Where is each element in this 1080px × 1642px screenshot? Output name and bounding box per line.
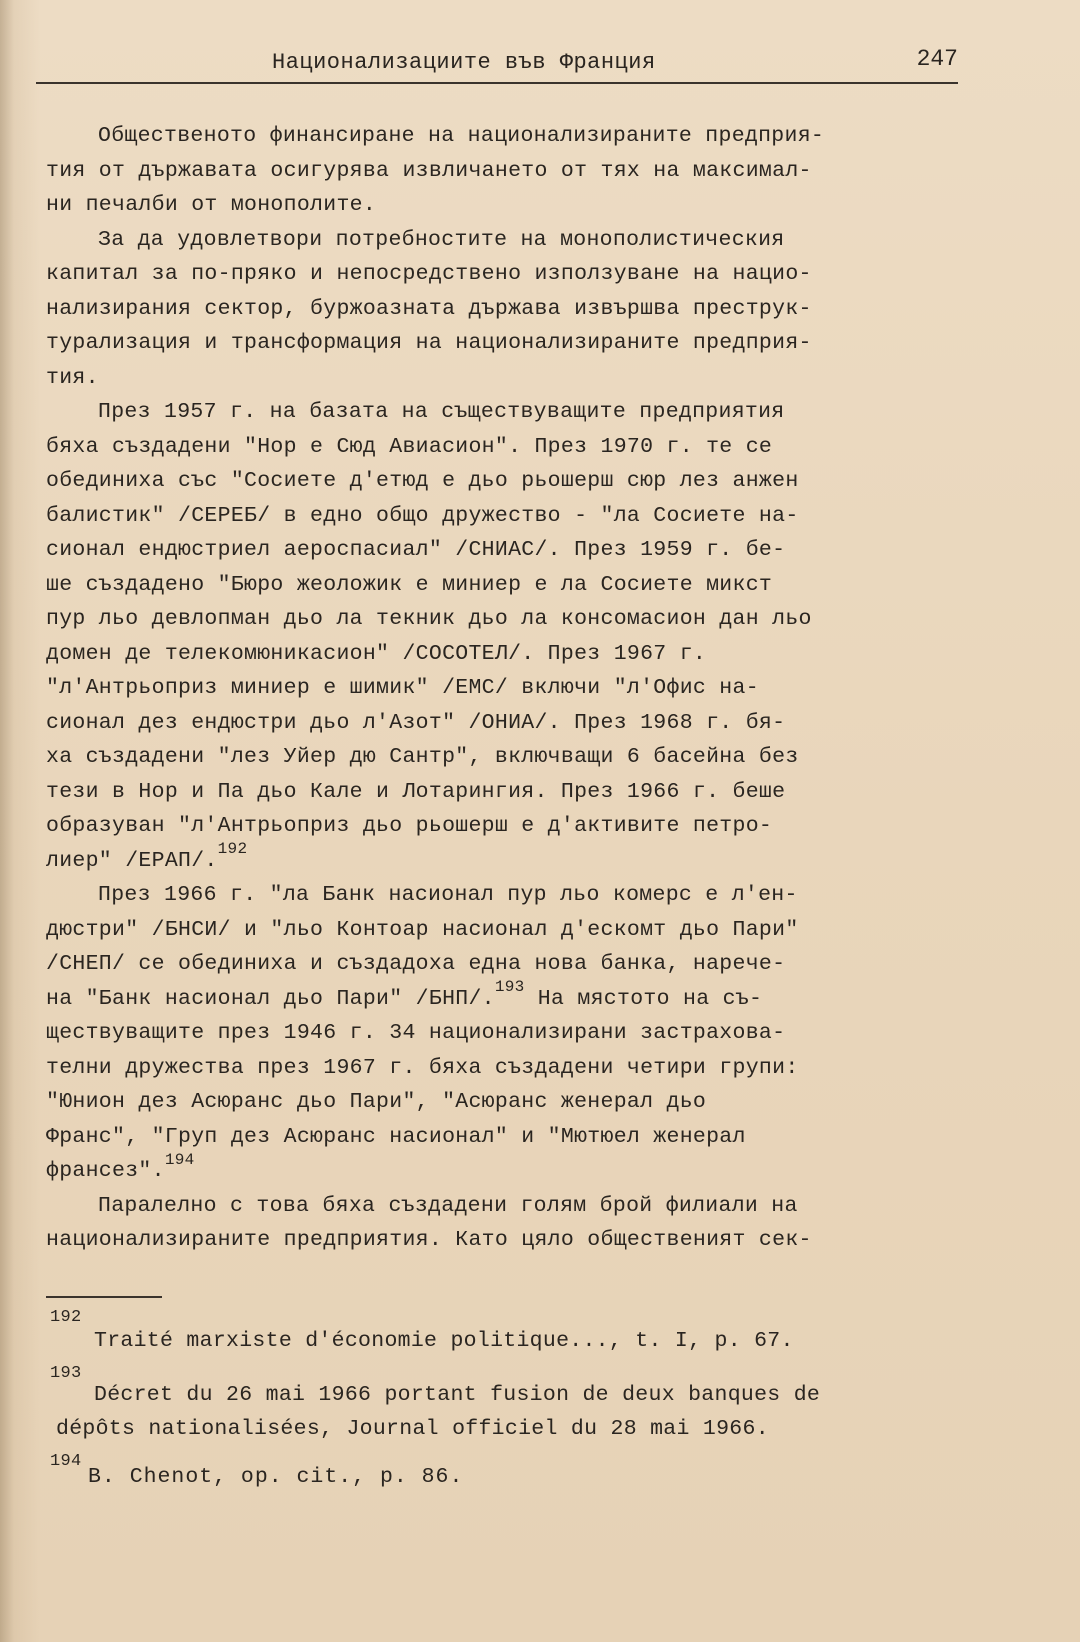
footnote-text: Décret du 26 mai 1966 portant fusion de deux banques de [94, 1383, 821, 1407]
text-line: /СНЕП/ се обединиха и създадоха една нова банка, нарече- [46, 952, 786, 976]
text-line: "л'Антрьоприз миниер е шимик" /ЕМС/ включи "л'Офис на- [46, 676, 759, 700]
text-line: пур льо девлопман дьо ла текник дьо ла консомасион дан льо [46, 607, 812, 631]
body-text [46, 119, 970, 1258]
footnote-192 [46, 1306, 976, 1364]
text-line: домен де телекомюникасион" /СОСОТЕЛ/. През 1967 г. [46, 641, 707, 666]
text-segment: лиер" /ЕРАП/. [46, 848, 218, 873]
text-line [46, 1150, 970, 1189]
page-number: 247 [916, 46, 958, 72]
text-line: турализация и трансформация на национализираните предприя- [46, 331, 812, 355]
footnote-text: dépôts nationalisées, Journal officiel du 28 mai 1966. [56, 1417, 769, 1441]
footnote-number: 193 [50, 1364, 82, 1383]
footnote-number: 194 [50, 1452, 82, 1471]
text-line: дюстри" /БНСИ/ и "льо Контоар насионал д'ескомт дьо Пари" [46, 917, 799, 942]
text-line: национализираните предприятия. Като цяло общественият сек- [46, 1228, 812, 1252]
text-segment: На мястото на съ- [537, 986, 763, 1011]
paragraph-1 [46, 119, 970, 223]
footnote-ref-194[interactable]: 194 [164, 1150, 195, 1169]
text-line: ше създадено "Бюро жеоложик е миниер е ла Сосиете микст [46, 572, 773, 597]
footnote-text: B. Chenot, op. cit., p. 86. [88, 1465, 464, 1489]
text-segment: франсез". [46, 1159, 165, 1183]
text-line: балистик" /СЕРЕБ/ в едно общо дружество - "ла Сосиете на- [46, 503, 799, 528]
footnote-separator [46, 1296, 162, 1298]
text-line: сионал дез ендюстри дьо л'Азот" /ОНИА/. През 1968 г. бя- [46, 710, 786, 735]
text-line: обединиха със "Сосиете д'етюд е дьо рьошерш сюр лез анжен [46, 469, 799, 493]
text-line: За да удовлетвори потребностите на монополистическия [98, 227, 785, 252]
paragraph-2 [46, 223, 970, 396]
text-line: Франс", "Груп дез Асюранс насионал" и "Мютюел женерал [46, 1124, 746, 1149]
text-line [46, 840, 970, 879]
text-line: тези в Нор и Па дьо Кале и Лотарингия. През 1966 г. беше [46, 779, 786, 804]
text-line: През 1957 г. на базата на съществуващите предприятия [98, 400, 785, 424]
text-line: тия. [46, 365, 99, 390]
running-title: Национализациите във Франция [272, 50, 656, 75]
text-line: ществуващите през 1946 г. 34 национализирани застрахова- [46, 1021, 786, 1045]
text-line: През 1966 г. "ла Банк насионал пур льо комерс е л'ен- [98, 883, 798, 907]
text-line: телни дружества през 1967 г. бяха създадени четири групи: [46, 1055, 799, 1080]
text-line: Общественото финансиране на национализираните предприя- [98, 124, 825, 148]
text-line: ни печалби от монополите. [46, 193, 377, 217]
paragraph-5 [46, 1189, 970, 1258]
text-line [46, 978, 970, 1017]
text-line: тия от държавата осигурява извличането от тях на максимал- [46, 158, 812, 183]
footnote-number: 192 [50, 1308, 82, 1327]
footnotes [46, 1306, 976, 1500]
text-segment: на "Банк насионал дьо Пари" /БНП/. [46, 986, 495, 1011]
footnote-ref-193[interactable]: 193 [494, 978, 525, 997]
text-line: капитал за по-пряко и непосредствено използуване на нацио- [46, 262, 812, 286]
footnote-ref-192[interactable]: 192 [217, 840, 248, 859]
text-line: ха създадени "лез Уйер дю Сантр", включващи 6 басейна без [46, 745, 799, 769]
text-line: образуван "л'Антрьоприз дьо рьошерш е д'активите петро- [46, 814, 773, 838]
footnote-text: Traité marxiste d'économie politique..., t. I, p. 67. [94, 1329, 794, 1353]
footnote-193 [46, 1364, 976, 1450]
text-line: Паралелно с това бяха създадени голям брой филиали на [98, 1193, 798, 1218]
paragraph-3 [46, 395, 970, 878]
text-line: сионал ендюстриел аероспасиал" /СНИАС/. През 1959 г. бе- [46, 538, 786, 562]
text-line: "Юнион дез Асюранс дьо Пари", "Асюранс женерал дьо [46, 1090, 707, 1114]
page-header [36, 46, 958, 84]
footnote-194 [46, 1450, 976, 1500]
text-line: бяха създадени "Нор е Сюд Авиасион". През 1970 г. те се [46, 434, 773, 459]
paragraph-4 [46, 878, 970, 1189]
text-line: нализирания сектор, буржоазната държава извършва преструк- [46, 296, 812, 321]
